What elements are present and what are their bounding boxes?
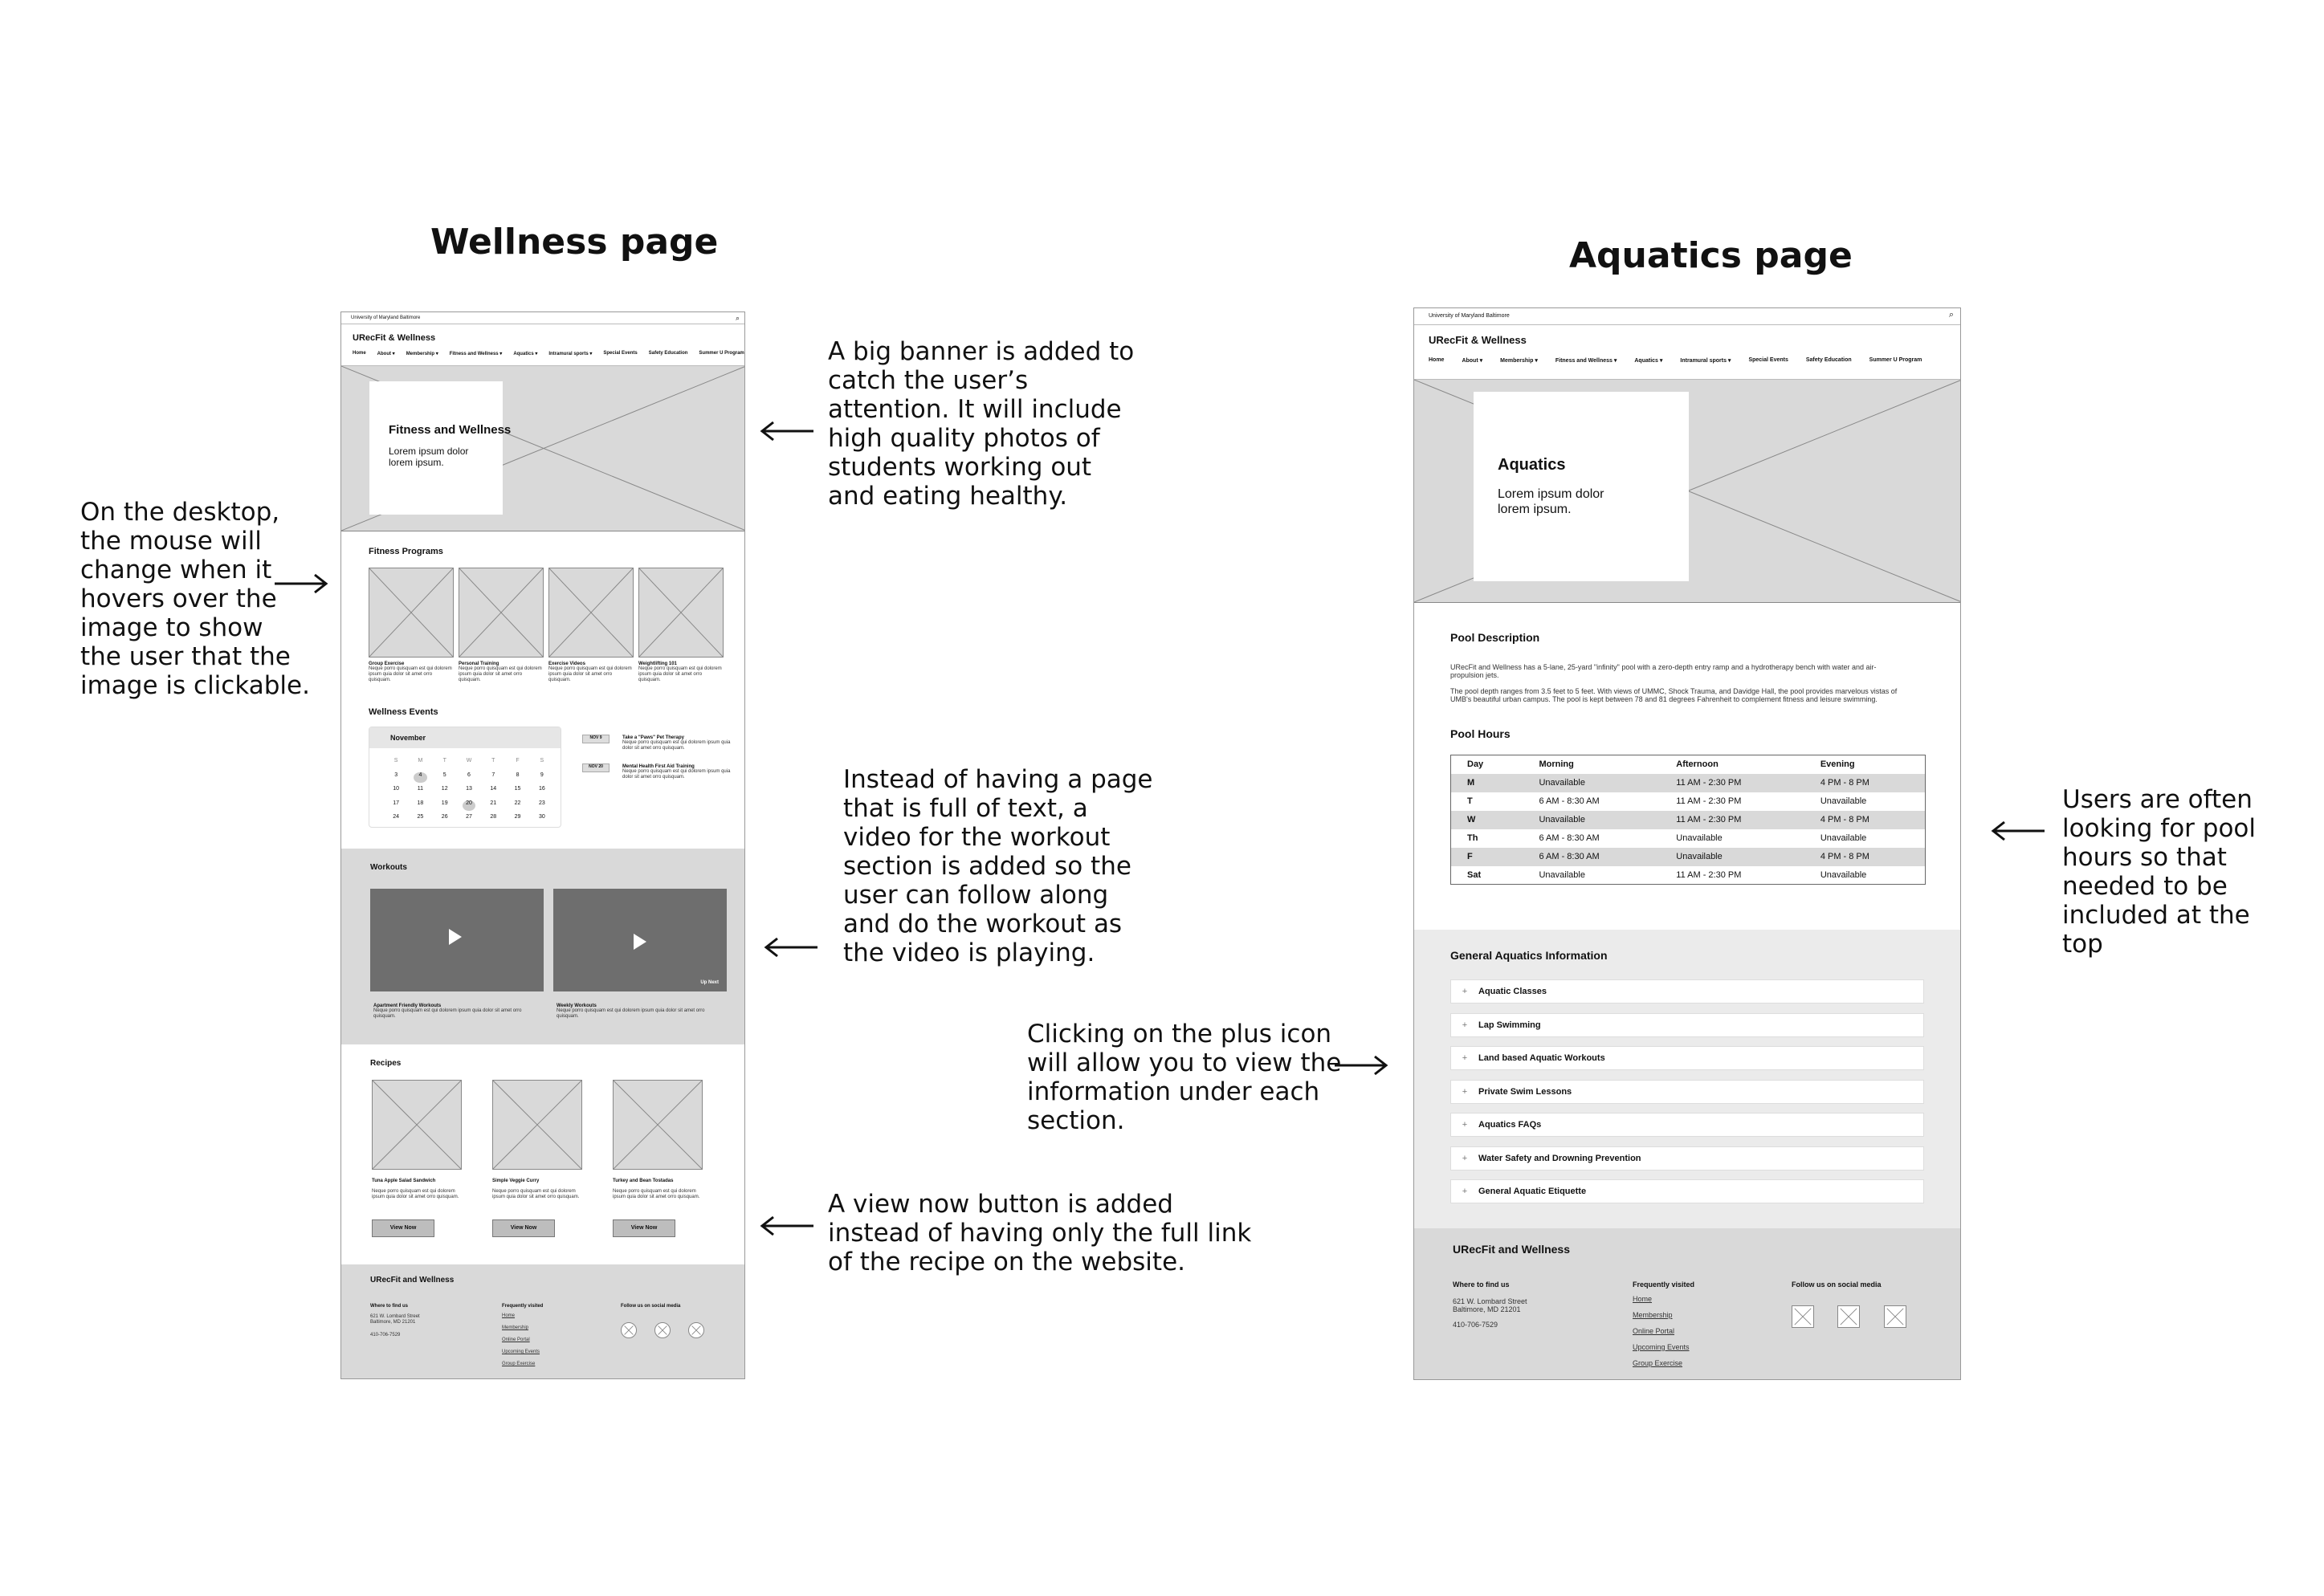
arrow-left-icon bbox=[1990, 819, 2046, 843]
footer-address: 621 W. Lombard Street Baltimore, MD 21201 bbox=[1453, 1297, 1527, 1313]
plus-icon[interactable]: + bbox=[1462, 1053, 1468, 1063]
footer-link[interactable]: Upcoming Events bbox=[1633, 1343, 1690, 1351]
table-header: Afternoon bbox=[1676, 759, 1719, 770]
search-icon[interactable]: ⌕ bbox=[735, 314, 740, 322]
search-icon[interactable]: ⌕ bbox=[1948, 310, 1954, 320]
table-row bbox=[1451, 792, 1926, 811]
footer-link[interactable]: Membership bbox=[502, 1325, 529, 1330]
workout-video[interactable] bbox=[370, 889, 544, 991]
site-footer bbox=[341, 1264, 745, 1379]
footer-freq-title: Frequently visited bbox=[1633, 1280, 1695, 1289]
footer-link[interactable]: Home bbox=[502, 1313, 516, 1318]
recipe-name[interactable]: Turkey and Bean Tostadas bbox=[613, 1179, 674, 1183]
nav-item[interactable]: Home bbox=[353, 351, 366, 356]
nav-item[interactable]: Summer U Program bbox=[699, 351, 744, 356]
table-cell: F bbox=[1467, 852, 1473, 861]
nav-item[interactable]: Aquatics ▾ bbox=[1634, 358, 1663, 364]
annotation-hover: On the desktop, the mouse will change when it hovers over the image to show the user that the image is clickable. bbox=[80, 498, 310, 700]
table-cell: Unavailable bbox=[1820, 833, 1867, 843]
program-text: Neque porro quisquam est qui dolorem ipsum quia dolor sit amet orro quisquam. bbox=[369, 666, 452, 682]
calendar-day[interactable]: 28 bbox=[490, 814, 497, 820]
weekday-label: F bbox=[516, 758, 520, 763]
accordion-item[interactable] bbox=[1450, 1146, 1924, 1171]
annotation-pool-hours: Users are often looking for pool hours so that needed to be included at the top bbox=[2062, 785, 2256, 959]
table-cell: M bbox=[1467, 778, 1475, 788]
nav-item[interactable]: Safety Education bbox=[1805, 357, 1852, 363]
program-image[interactable] bbox=[369, 568, 454, 658]
program-text: Neque porro quisquam est qui dolorem ipsum quia dolor sit amet orro quisquam. bbox=[548, 666, 632, 682]
social-icon[interactable] bbox=[1792, 1305, 1814, 1328]
calendar-day[interactable]: 25 bbox=[417, 814, 424, 820]
annotation-plus: Clicking on the plus icon will allow you to view the information under each section. bbox=[1027, 1020, 1342, 1135]
nav-item[interactable]: Special Events bbox=[603, 351, 638, 356]
section-title: Fitness Programs bbox=[369, 547, 443, 556]
wellness-wireframe bbox=[340, 311, 745, 1379]
nav-item[interactable]: Membership ▾ bbox=[406, 352, 438, 356]
site-brand[interactable]: URecFit & Wellness bbox=[353, 333, 436, 343]
table-header: Evening bbox=[1820, 759, 1855, 770]
table-row bbox=[1451, 811, 1926, 829]
calendar-day[interactable]: 15 bbox=[514, 786, 521, 792]
events-calendar bbox=[369, 727, 561, 828]
recipe-image[interactable] bbox=[372, 1080, 462, 1170]
weekday-label: S bbox=[540, 758, 544, 763]
accordion-label: Water Safety and Drowning Prevention bbox=[1478, 1153, 1641, 1163]
nav-item[interactable]: About ▾ bbox=[1462, 358, 1483, 364]
wellness-page-title: Wellness page bbox=[430, 222, 719, 263]
nav-item[interactable]: Home bbox=[1429, 357, 1445, 363]
accordion-label: Aquatics FAQs bbox=[1478, 1120, 1542, 1130]
table-row bbox=[1451, 774, 1926, 792]
hero-text: Lorem ipsum dolor lorem ipsum. bbox=[389, 446, 469, 468]
footer-find-title: Where to find us bbox=[370, 1304, 408, 1309]
event-date-badge: NOV 20 bbox=[582, 763, 610, 772]
footer-social-title: Follow us on social media bbox=[621, 1304, 681, 1309]
program-name[interactable]: Exercise Videos bbox=[548, 662, 585, 666]
workout-text: Neque porro quisquam est qui dolorem ipsum quia dolor sit amet orro quisquam. bbox=[557, 1008, 705, 1019]
footer-brand: URecFit and Wellness bbox=[1453, 1243, 1571, 1256]
section-title: Workouts bbox=[370, 863, 407, 872]
table-cell: 4 PM - 8 PM bbox=[1820, 815, 1869, 824]
annotation-view-now: A view now button is added instead of having only the full link of the recipe on the website. bbox=[828, 1190, 1252, 1276]
calendar-day[interactable]: 13 bbox=[466, 786, 472, 792]
accordion-label: Land based Aquatic Workouts bbox=[1478, 1053, 1605, 1063]
plus-icon[interactable]: + bbox=[1462, 1120, 1468, 1130]
table-cell: 11 AM - 2:30 PM bbox=[1676, 796, 1742, 806]
accordion-item[interactable] bbox=[1450, 1013, 1924, 1037]
program-image[interactable] bbox=[638, 568, 724, 658]
footer-social-title: Follow us on social media bbox=[1792, 1280, 1882, 1289]
hero-card bbox=[369, 381, 512, 515]
weekday-label: T bbox=[442, 758, 446, 763]
nav-item[interactable]: Intramural sports ▾ bbox=[548, 352, 593, 356]
recipe-text: Neque porro quisquam est qui dolorem ipsum quia dolor sit amet orro quisquam. bbox=[613, 1189, 700, 1199]
arrow-right-icon bbox=[273, 572, 329, 596]
table-cell: Unavailable bbox=[1676, 852, 1723, 861]
accordion-item[interactable] bbox=[1450, 1046, 1924, 1070]
calendar-day[interactable]: 26 bbox=[441, 814, 448, 820]
footer-link[interactable]: Online Portal bbox=[502, 1337, 530, 1342]
calendar-day[interactable]: 17 bbox=[393, 800, 400, 806]
nav-item[interactable]: Membership ▾ bbox=[1500, 358, 1538, 364]
calendar-day[interactable]: 9 bbox=[540, 772, 544, 778]
calendar-day[interactable]: 4 bbox=[414, 772, 426, 784]
table-cell: Unavailable bbox=[1820, 796, 1867, 806]
calendar-day[interactable]: 27 bbox=[466, 814, 472, 820]
nav-item[interactable]: Intramural sports ▾ bbox=[1680, 358, 1731, 364]
aquatics-page-title: Aquatics page bbox=[1569, 235, 1853, 276]
workout-name[interactable]: Weekly Workouts bbox=[557, 1004, 597, 1008]
university-topbar[interactable]: University of Maryland Baltimore bbox=[351, 316, 421, 320]
table-cell: W bbox=[1467, 815, 1476, 824]
recipe-image[interactable] bbox=[492, 1080, 582, 1170]
arrow-left-icon bbox=[763, 935, 819, 959]
calendar-day[interactable]: 30 bbox=[538, 814, 545, 820]
plus-icon[interactable]: + bbox=[1462, 987, 1468, 996]
program-name[interactable]: Weightlifting 101 bbox=[638, 662, 677, 666]
table-cell: 6 AM - 8:30 AM bbox=[1539, 833, 1600, 843]
table-cell: 4 PM - 8 PM bbox=[1820, 852, 1869, 861]
annotation-video: Instead of having a page that is full of text, a video for the workout section is added so the user can follow along and do the workout as the video is playing. bbox=[843, 765, 1153, 967]
workouts-section bbox=[341, 849, 745, 1044]
hero-text: Lorem ipsum dolor lorem ipsum. bbox=[1498, 487, 1604, 516]
footer-phone: 410-706-7529 bbox=[1453, 1321, 1498, 1329]
nav-item[interactable]: Fitness and Wellness ▾ bbox=[449, 352, 503, 356]
accordion-item[interactable] bbox=[1450, 1080, 1924, 1104]
pool-description: URecFit and Wellness has a 5-lane, 25-yard "infinity" pool with a zero-depth entry ramp and a hydrotherapy bench with water and air-propulsion jets. bbox=[1450, 663, 1877, 679]
table-cell: 11 AM - 2:30 PM bbox=[1676, 869, 1742, 880]
table-cell: 11 AM - 2:30 PM bbox=[1676, 815, 1742, 824]
table-cell: Unavailable bbox=[1539, 869, 1585, 880]
workout-name[interactable]: Apartment Friendly Workouts bbox=[373, 1004, 442, 1008]
footer-brand: URecFit and Wellness bbox=[370, 1276, 455, 1285]
program-image[interactable] bbox=[459, 568, 544, 658]
calendar-day[interactable]: 23 bbox=[538, 800, 545, 806]
program-image[interactable] bbox=[548, 568, 634, 658]
calendar-day[interactable]: 3 bbox=[394, 772, 398, 778]
social-icon[interactable] bbox=[1884, 1305, 1906, 1328]
table-row bbox=[1451, 848, 1926, 866]
table-header: Day bbox=[1467, 759, 1484, 770]
footer-link[interactable]: Group Exercise bbox=[502, 1362, 536, 1366]
weekday-label: W bbox=[466, 758, 472, 763]
plus-icon[interactable]: + bbox=[1462, 1086, 1468, 1097]
workout-video[interactable] bbox=[553, 889, 727, 991]
table-cell: 4 PM - 8 PM bbox=[1820, 778, 1869, 788]
calendar-day[interactable]: 14 bbox=[490, 786, 497, 792]
plus-icon[interactable]: + bbox=[1462, 1153, 1468, 1163]
view-now-button[interactable]: View Now bbox=[613, 1219, 675, 1237]
table-cell: Unavailable bbox=[1539, 815, 1585, 824]
program-name[interactable]: Group Exercise bbox=[369, 662, 405, 666]
arrow-left-icon bbox=[759, 1214, 815, 1238]
calendar-day[interactable]: 11 bbox=[417, 786, 424, 792]
workout-text: Neque porro quisquam est qui dolorem ipsum quia dolor sit amet orro quisquam. bbox=[373, 1008, 522, 1019]
main-nav bbox=[1429, 357, 1933, 364]
pool-hours-table bbox=[1450, 755, 1926, 885]
plus-icon[interactable]: + bbox=[1462, 1187, 1468, 1196]
weekday-label: T bbox=[491, 758, 495, 763]
recipe-name[interactable]: Tuna Apple Salad Sandwich bbox=[372, 1179, 436, 1183]
calendar-day[interactable]: 29 bbox=[514, 814, 521, 820]
calendar-day[interactable]: 5 bbox=[442, 772, 446, 778]
accordion-item[interactable] bbox=[1450, 1113, 1924, 1137]
footer-freq-title: Frequently visited bbox=[502, 1304, 544, 1309]
calendar-day[interactable]: 22 bbox=[514, 800, 521, 806]
table-header: Morning bbox=[1539, 759, 1574, 770]
calendar-day[interactable]: 24 bbox=[393, 814, 400, 820]
calendar-day[interactable]: 6 bbox=[467, 772, 471, 778]
accordion-label: Aquatic Classes bbox=[1478, 987, 1547, 996]
table-cell: Unavailable bbox=[1539, 778, 1585, 788]
nav-item[interactable]: Summer U Program bbox=[1869, 357, 1922, 363]
arrow-left-icon bbox=[759, 419, 815, 443]
weekday-label: M bbox=[418, 758, 423, 763]
programs-grid bbox=[369, 568, 722, 704]
table-row bbox=[1451, 829, 1926, 848]
site-footer bbox=[1414, 1228, 1961, 1380]
calendar-day[interactable]: 10 bbox=[393, 786, 400, 792]
accordion-item[interactable] bbox=[1450, 979, 1924, 1004]
play-icon[interactable] bbox=[449, 929, 462, 945]
nav-item[interactable]: About ▾ bbox=[377, 352, 395, 356]
accordion-label: Lap Swimming bbox=[1478, 1020, 1541, 1030]
section-title: Pool Hours bbox=[1450, 727, 1511, 740]
up-next-label: Up Next bbox=[700, 980, 719, 985]
plus-icon[interactable]: + bbox=[1462, 1020, 1468, 1030]
table-cell: Sat bbox=[1467, 869, 1482, 880]
calendar-day[interactable]: 20 bbox=[463, 800, 475, 812]
event-text: Neque porro quisquam est qui dolorem ipsum quia dolor sit amet orro quisquam. bbox=[622, 740, 731, 751]
social-icon[interactable] bbox=[654, 1322, 671, 1338]
hero-title: Aquatics bbox=[1498, 456, 1566, 474]
arrow-right-icon bbox=[1333, 1053, 1389, 1077]
accordion-label: General Aquatic Etiquette bbox=[1478, 1187, 1587, 1196]
social-icon[interactable] bbox=[1837, 1305, 1860, 1328]
table-cell: Unavailable bbox=[1676, 833, 1723, 843]
annotation-banner: A big banner is added to catch the user’s attention. It will include high quality photos of students working out and eating healthy. bbox=[828, 337, 1135, 511]
main-nav bbox=[353, 351, 745, 356]
social-icon[interactable] bbox=[621, 1322, 637, 1338]
section-title: General Aquatics Information bbox=[1450, 949, 1608, 962]
calendar-day[interactable]: 21 bbox=[490, 800, 497, 806]
table-cell: T bbox=[1467, 796, 1473, 806]
university-topbar[interactable]: University of Maryland Baltimore bbox=[1429, 313, 1510, 319]
section-title: Wellness Events bbox=[369, 707, 438, 717]
nav-item[interactable]: Aquatics ▾ bbox=[513, 352, 538, 356]
event-name[interactable]: Take a "Paws" Pet Therapy bbox=[622, 735, 684, 740]
event-name[interactable]: Mental Health First Aid Training bbox=[622, 764, 695, 769]
table-cell: 6 AM - 8:30 AM bbox=[1539, 796, 1600, 806]
program-text: Neque porro quisquam est qui dolorem ipsum quia dolor sit amet orro quisquam. bbox=[638, 666, 722, 682]
program-text: Neque porro quisquam est qui dolorem ipsum quia dolor sit amet orro quisquam. bbox=[459, 666, 542, 682]
footer-address: 621 W. Lombard Street Baltimore, MD 21201 bbox=[370, 1314, 420, 1325]
calendar-day[interactable]: 8 bbox=[516, 772, 520, 778]
pool-description: The pool depth ranges from 3.5 feet to 5 feet. With views of UMMC, Shock Trauma, and Davidge Hall, the pool provides marvelous vistas of UMB's beautiful urban campus. The pool is kept between 78 and 81 degrees Fahrenheit to complement fitness and leisure swimming. bbox=[1450, 687, 1898, 703]
view-now-button[interactable]: View Now bbox=[372, 1219, 434, 1237]
table-row bbox=[1451, 866, 1926, 885]
weekday-label: S bbox=[393, 758, 398, 763]
recipe-image[interactable] bbox=[613, 1080, 703, 1170]
footer-link[interactable]: Group Exercise bbox=[1633, 1359, 1683, 1367]
footer-find-title: Where to find us bbox=[1453, 1280, 1510, 1289]
recipe-text: Neque porro quisquam est qui dolorem ipsum quia dolor sit amet orro quisquam. bbox=[492, 1189, 580, 1199]
footer-link[interactable]: Membership bbox=[1633, 1311, 1673, 1319]
hero-title: Fitness and Wellness bbox=[389, 423, 512, 437]
event-date-badge: NOV 9 bbox=[582, 735, 610, 743]
recipe-name[interactable]: Simple Veggie Curry bbox=[492, 1179, 540, 1183]
events-list bbox=[582, 735, 735, 807]
calendar-day[interactable]: 19 bbox=[441, 800, 448, 806]
aquatics-wireframe bbox=[1413, 307, 1961, 1380]
section-title: Pool Description bbox=[1450, 631, 1540, 644]
calendar-day[interactable]: 7 bbox=[491, 772, 495, 778]
recipe-text: Neque porro quisquam est qui dolorem ipsum quia dolor sit amet orro quisquam. bbox=[372, 1189, 459, 1199]
footer-phone: 410-706-7529 bbox=[370, 1333, 401, 1337]
calendar-day[interactable]: 12 bbox=[441, 786, 448, 792]
general-info-section bbox=[1414, 930, 1961, 1228]
calendar-day[interactable]: 18 bbox=[417, 800, 424, 806]
social-icon[interactable] bbox=[688, 1322, 704, 1338]
play-icon[interactable] bbox=[634, 934, 646, 950]
table-cell: 11 AM - 2:30 PM bbox=[1676, 778, 1742, 788]
table-cell: Unavailable bbox=[1820, 869, 1867, 880]
table-cell: 6 AM - 8:30 AM bbox=[1539, 852, 1600, 861]
nav-item[interactable]: Safety Education bbox=[648, 351, 688, 356]
calendar-grid bbox=[384, 758, 554, 825]
event-text: Neque porro quisquam est qui dolorem ipsum quia dolor sit amet orro quisquam. bbox=[622, 769, 731, 780]
hero-card bbox=[1474, 392, 1689, 581]
accordion-item[interactable] bbox=[1450, 1179, 1924, 1203]
calendar-day[interactable]: 16 bbox=[538, 786, 545, 792]
calendar-month: November bbox=[369, 727, 561, 748]
table-cell: Th bbox=[1467, 833, 1478, 843]
nav-item[interactable]: Special Events bbox=[1748, 357, 1788, 363]
accordion-label: Private Swim Lessons bbox=[1478, 1086, 1572, 1097]
footer-link[interactable]: Upcoming Events bbox=[502, 1350, 540, 1354]
section-title: Recipes bbox=[370, 1059, 402, 1068]
site-brand[interactable]: URecFit & Wellness bbox=[1429, 334, 1527, 346]
footer-link[interactable]: Home bbox=[1633, 1295, 1653, 1303]
nav-item[interactable]: Fitness and Wellness ▾ bbox=[1555, 358, 1617, 364]
footer-link[interactable]: Online Portal bbox=[1633, 1327, 1675, 1335]
program-name[interactable]: Personal Training bbox=[459, 662, 499, 666]
view-now-button[interactable]: View Now bbox=[492, 1219, 555, 1237]
